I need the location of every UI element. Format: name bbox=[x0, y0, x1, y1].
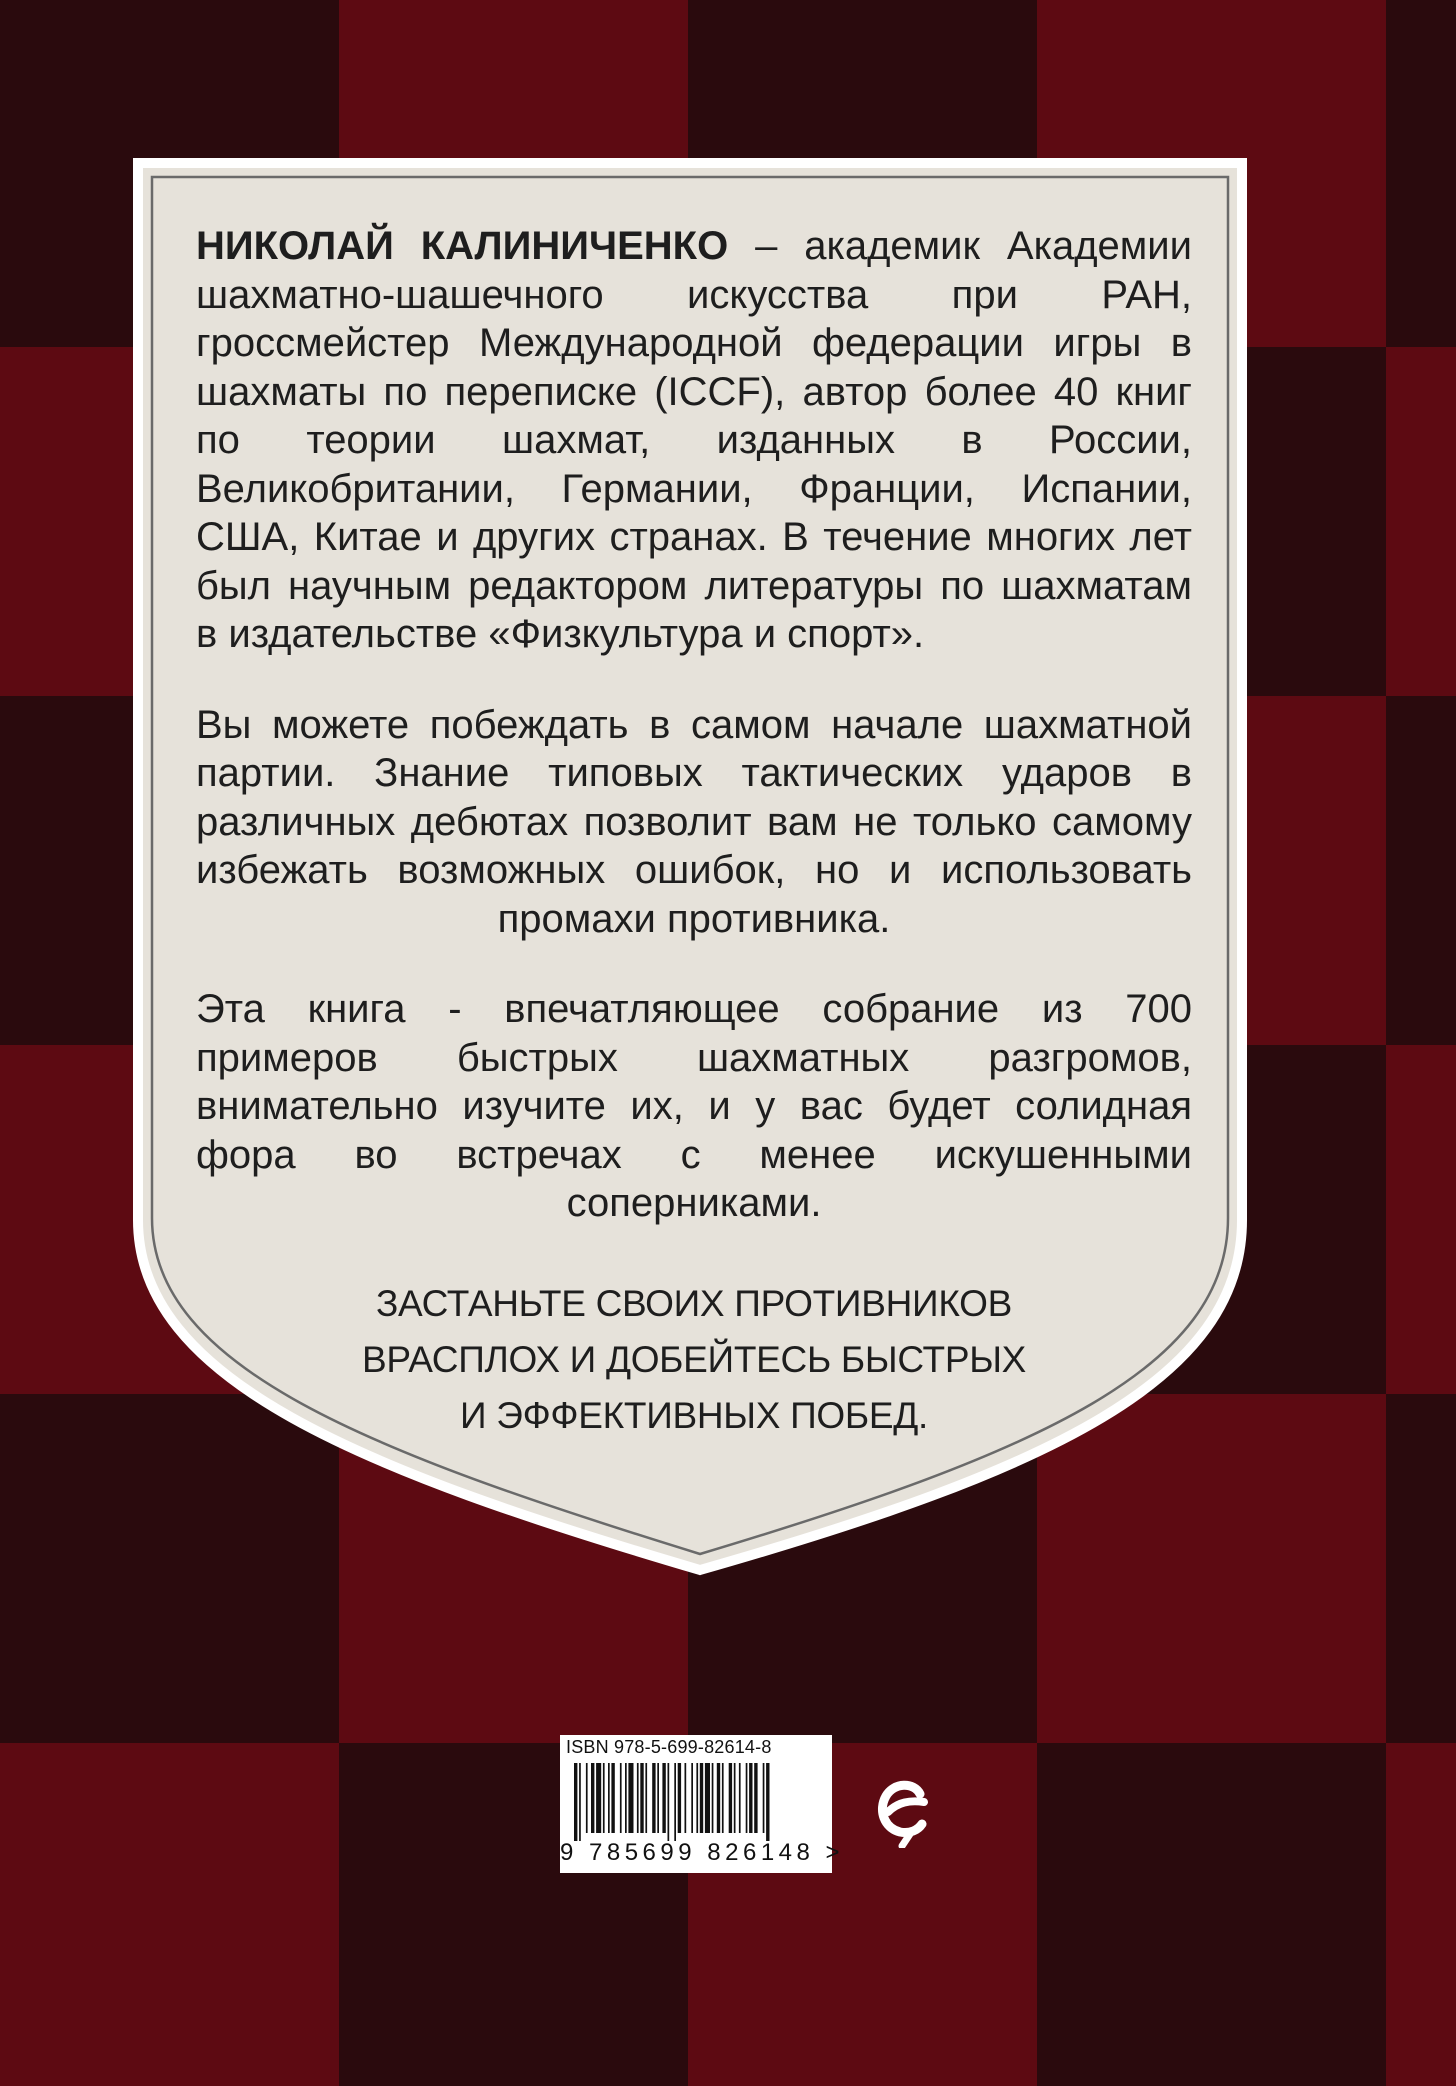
barcode-bar bbox=[611, 1763, 614, 1833]
barcode-bar bbox=[620, 1763, 622, 1833]
callout-line-1: ЗАСТАНЬТЕ СВОИХ ПРОТИВНИКОВ bbox=[375, 1282, 1013, 1324]
barcode-bar bbox=[628, 1763, 633, 1833]
eksmo-logo-icon bbox=[870, 1772, 940, 1848]
ean-digits: 9 785699 826148 > bbox=[560, 1839, 845, 1866]
author-bio: – академик Академии шахматно-шашечного искусства при РАН, гроссмейстер Международной федерации игры в шахматы по переписке (ICCF), автор более 40 книг по теории шахмат, изданных в России, Великобритании, Германии, Франции, Испании, США, Китае и других странах. В течение многих лет был научным редактором литературы по шахматам в издательстве «Физкультура и спорт». bbox=[196, 224, 1192, 656]
barcode-bar bbox=[591, 1763, 594, 1833]
barcode-bar bbox=[746, 1763, 748, 1833]
barcode-bar bbox=[722, 1763, 724, 1833]
barcode-bar bbox=[691, 1763, 693, 1833]
barcode-bar bbox=[712, 1763, 714, 1833]
barcode-bar bbox=[678, 1763, 681, 1833]
isbn-barcode bbox=[560, 1735, 845, 1873]
isbn-label: ISBN 978-5-699-82614-8 bbox=[566, 1737, 772, 1757]
callout-line-3: И ЭФФЕКТИВНЫХ ПОБЕД. bbox=[460, 1394, 928, 1436]
barcode-bar bbox=[603, 1763, 605, 1833]
callout-line-2: ВРАСПЛОХ И ДОБЕЙТЕСЬ БЫСТРЫХ bbox=[361, 1338, 1027, 1380]
back-cover-text bbox=[196, 222, 1192, 1444]
barcode-bar bbox=[749, 1763, 752, 1833]
barcode-bar bbox=[645, 1763, 647, 1833]
barcode-bar bbox=[763, 1763, 765, 1833]
barcode-bar bbox=[662, 1763, 665, 1833]
barcode-bar bbox=[685, 1763, 687, 1833]
barcode-bar bbox=[729, 1763, 732, 1833]
description-paragraph-1: Вы можете побеждать в самом начале шахматной партии. Знание типовых тактических ударов в различных дебютах позволит вам не только самому избежать возможных ошибок, но и использовать промахи противника. bbox=[196, 702, 1192, 941]
barcode-bar bbox=[705, 1763, 710, 1833]
barcode-bar bbox=[640, 1763, 643, 1833]
barcode-bar bbox=[739, 1763, 741, 1833]
barcode-bar bbox=[586, 1763, 588, 1833]
author-bio-paragraph bbox=[196, 222, 1192, 659]
barcode-bar bbox=[625, 1763, 627, 1833]
description-paragraph-2: Эта книга - впечатляющее собрание из 700 примеров быстрых шахматных разгромов, внимательно изучите их, и у вас будет солидная фора во встречах с менее искушенными соперниками. bbox=[196, 987, 1192, 1225]
barcode-bar bbox=[657, 1763, 659, 1833]
barcode-bar bbox=[696, 1763, 698, 1833]
barcode-bar bbox=[652, 1763, 655, 1833]
barcode-bar bbox=[596, 1763, 601, 1833]
barcode-bars bbox=[574, 1763, 822, 1841]
barcode-bar bbox=[579, 1763, 581, 1841]
barcode-bar bbox=[668, 1763, 670, 1841]
barcode-bar bbox=[754, 1763, 757, 1833]
author-name: НИКОЛАЙ КАЛИНИЧЕНКО bbox=[196, 224, 729, 268]
barcode-bar bbox=[574, 1763, 577, 1841]
barcode-bar bbox=[734, 1763, 736, 1833]
barcode-bar bbox=[766, 1763, 769, 1841]
barcode-bar bbox=[608, 1763, 610, 1833]
barcode-bar bbox=[717, 1763, 720, 1833]
barcode-bar bbox=[674, 1763, 676, 1841]
callout bbox=[196, 1276, 1192, 1444]
barcode-bar bbox=[700, 1763, 703, 1833]
barcode-bar bbox=[637, 1763, 639, 1833]
